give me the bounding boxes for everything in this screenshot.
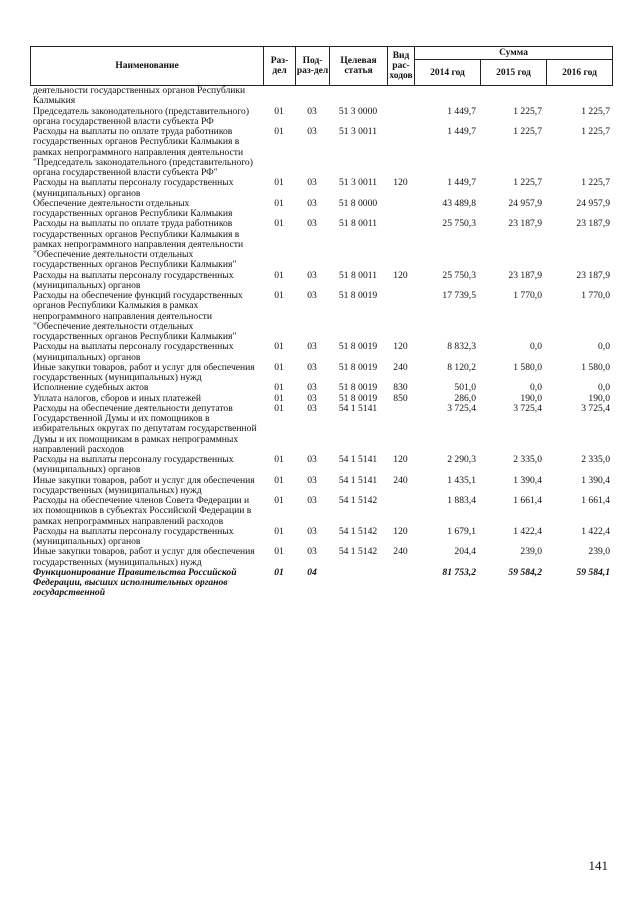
row-name: Иные закупки товаров, работ и услуг для обеспечения государственных (муниципальных) нужд [33,474,255,496]
row-target: 54 1 5141 [338,474,378,486]
row-target: 54 1 5141 [338,454,378,465]
row-vid [387,86,414,107]
row-name: Расходы на выплаты персоналу государственных (муниципальных) органов [33,341,234,363]
row-name: Функционирование Правительства Российской Федерации, высших исполнительных органов государственной [33,566,237,599]
header-2014: 2014 год [415,60,481,86]
row-podrazdel [295,86,329,107]
row-sum-2016: 239,0 [588,546,610,558]
row-vid: 240 [393,361,408,373]
row-name: Расходы на обеспечение деятельности депутатов Государственной Думы и их помощников в избирательных округах по депутатам государственной Думы и их помощникам в рамках непрограммных направлений расходов [33,402,257,455]
row-sum-2014: 3 725,4 [447,402,476,414]
table-row [30,291,612,342]
row-razdel: 01 [274,218,284,230]
row-sum-2015: 1 422,4 [513,525,542,537]
row-sum-2014: 1 449,7 [447,105,476,117]
row-sum-2014: 81 753,2 [442,566,476,578]
row-vid [387,127,414,178]
row-sum-2016: 1 225,7 [581,126,610,137]
row-name: Расходы на выплаты персоналу государственных (муниципальных) органов [33,454,234,476]
row-name: Расходы на выплаты персоналу государственных (муниципальных) органов [33,525,234,547]
row-name: Обеспечение деятельности отдельных государственных органов Республики Калмыкия [33,197,233,219]
row-podrazdel: 03 [307,290,317,301]
row-vid: 240 [393,546,408,558]
row-razdel: 01 [274,177,284,189]
row-target: 51 8 0019 [338,382,378,394]
row-podrazdel: 03 [307,525,317,537]
row-razdel: 01 [274,566,284,578]
header-podrazdel: Под-раз-дел [296,47,330,86]
row-sum-2015: 23 187,9 [508,269,542,281]
row-name: Расходы на обеспечение членов Совета Федерации и их помощников в субъектах Российской Федерации в рамках непрограммных направлений расходов [33,495,252,527]
row-podrazdel: 03 [307,269,317,281]
row-podrazdel: 03 [307,105,317,117]
row-sum-2016: 1 225,7 [581,105,610,117]
row-target: 51 8 0019 [338,392,378,404]
row-podrazdel: 03 [307,382,317,394]
row-sum-2014: 1 449,7 [447,126,476,137]
row-razdel: 01 [274,126,284,137]
row-sum-2016: 1 422,4 [581,525,610,537]
row-vid [387,404,414,455]
row-sum-2014: 43 489,8 [442,197,476,209]
table-row [30,496,612,527]
row-sum-2015: 23 187,9 [508,218,542,230]
table-row [30,178,612,199]
row-target [329,568,387,599]
row-name: Расходы на выплаты персоналу государственных (муниципальных) органов [33,269,234,291]
row-vid [387,496,414,527]
row-sum-2016 [546,86,612,107]
table-row [30,271,612,292]
row-podrazdel: 03 [307,546,317,558]
row-sum-2015: 190,0 [520,392,542,404]
row-razdel: 01 [274,197,284,209]
table-row [30,127,612,178]
row-vid: 240 [393,474,408,486]
row-razdel: 01 [274,361,284,373]
row-name: Иные закупки товаров, работ и услуг для обеспечения государственных (муниципальных) нужд [33,546,255,568]
row-podrazdel: 03 [307,126,317,137]
row-sum-2015: 0,0 [530,382,542,394]
row-podrazdel: 03 [307,402,317,414]
row-podrazdel: 03 [307,341,317,353]
row-vid [387,219,414,270]
row-sum-2014: 8 120,2 [447,361,476,373]
table-header [30,46,613,86]
row-sum-2016: 24 957,9 [576,197,610,209]
row-podrazdel: 03 [307,495,317,506]
row-razdel: 01 [274,105,284,117]
row-sum-2014: 1 883,4 [447,495,476,506]
table-row [30,455,612,476]
row-target [329,86,387,107]
row-vid [387,107,414,128]
row-vid: 120 [393,341,408,353]
row-target: 51 8 0019 [338,341,378,353]
header-2015: 2015 год [481,60,547,86]
row-sum-2015: 1 225,7 [513,177,542,189]
row-sum-2015: 1 661,4 [513,495,542,506]
row-sum-2016: 2 335,0 [581,454,610,465]
row-sum-2016: 3 725,4 [581,402,610,414]
row-razdel: 01 [274,454,284,465]
row-sum-2015: 1 225,7 [513,126,542,137]
row-razdel: 01 [274,269,284,281]
row-podrazdel: 04 [307,566,317,578]
table-row [30,342,612,363]
table-body [30,86,612,599]
row-target: 54 1 5142 [338,495,378,506]
row-sum-2015: 24 957,9 [508,197,542,209]
row-sum-2014: 204,4 [454,546,476,558]
row-target: 51 8 0019 [338,290,378,301]
row-sum-2016: 1 770,0 [581,290,610,301]
row-sum-2014: 1 679,1 [447,525,476,537]
row-name: Расходы на обеспечение функций государственных органов Республики Калмыкия в рамках непрограммного направления деятельности "Обеспечение деятельности отдельных государственных органов Республики Калмыкия" [33,290,243,342]
row-razdel: 01 [274,290,284,301]
page-number: 141 [588,858,608,873]
row-name: деятельности государственных органов Республики Калмыкия [33,85,246,107]
row-vid: 850 [393,392,408,404]
row-sum-2016: 1 661,4 [581,495,610,506]
row-podrazdel: 03 [307,392,317,404]
row-sum-2016: 23 187,9 [576,218,610,230]
row-podrazdel: 03 [307,454,317,465]
row-name: Иные закупки товаров, работ и услуг для обеспечения государственных (муниципальных) нужд [33,361,255,383]
row-target: 54 1 5141 [338,402,378,414]
row-sum-2014: 25 750,3 [442,269,476,281]
row-sum-2016: 1 390,4 [581,474,610,486]
row-sum-2016: 190,0 [588,392,610,404]
row-sum-2015: 1 770,0 [513,290,542,301]
row-sum-2016: 23 187,9 [576,269,610,281]
row-razdel: 01 [274,546,284,558]
row-razdel: 01 [274,392,284,404]
row-name: Уплата налогов, сборов и иных платежей [33,392,202,404]
row-target: 51 8 0011 [338,218,378,230]
row-sum-2014: 8 832,3 [447,341,476,353]
row-name: Расходы на выплаты по оплате труда работников государственных органов Республики Калмыкия в рамках непрограммного направления деятельности "Председатель законодательного (представительного) органа государственной власти субъекта РФ" [33,126,253,178]
row-razdel [263,86,295,107]
row-target: 51 8 0019 [338,361,378,373]
row-name: Расходы на выплаты по оплате труда работников государственных органов Республики Калмыкия в рамках непрограммного направления деятельности "Обеспечение деятельности отдельных государственных органов Республики Калмыкия" [33,218,244,271]
table-row [30,527,612,548]
row-vid: 120 [393,454,408,465]
row-name: Председатель законодательного (представительного) органа государственной власти субъекта РФ [33,105,250,127]
row-name: Расходы на выплаты персоналу государственных (муниципальных) органов [33,177,234,199]
row-target: 51 3 0011 [338,126,378,137]
row-podrazdel: 03 [307,197,317,209]
row-name: Исполнение судебных актов [33,382,149,394]
row-sum-2014 [414,86,480,107]
row-podrazdel: 03 [307,474,317,486]
row-podrazdel: 03 [307,361,317,373]
table-row [30,383,612,393]
row-target: 51 8 0000 [338,197,378,209]
row-sum-2015: 0,0 [530,341,542,353]
table-row [30,476,612,497]
row-vid [387,291,414,342]
row-razdel: 01 [274,402,284,414]
table-row [30,568,612,599]
row-sum-2015: 3 725,4 [513,402,542,414]
row-sum-2016: 59 584,1 [576,566,610,578]
row-sum-2014: 2 290,3 [447,454,476,465]
row-vid [387,199,414,220]
header-razdel: Раз-дел [264,47,296,86]
header-sum: Сумма [415,47,613,60]
row-razdel: 01 [274,495,284,506]
row-sum-2016: 0,0 [598,382,610,394]
row-sum-2014: 501,0 [454,382,476,394]
header-vid: Вид рас-ходов [388,47,415,86]
row-sum-2014: 25 750,3 [442,218,476,230]
row-razdel: 01 [274,341,284,353]
row-vid: 830 [393,382,408,394]
header-target: Целевая статья [330,47,388,86]
row-sum-2015: 2 335,0 [513,454,542,465]
row-target: 54 1 5142 [338,525,378,537]
row-vid: 120 [393,177,408,189]
row-razdel: 01 [274,525,284,537]
table-row [30,547,612,568]
header-2016: 2016 год [547,60,613,86]
table-row [30,107,612,128]
row-sum-2016: 0,0 [598,341,610,353]
table-row [30,363,612,384]
row-vid [387,568,414,599]
row-target: 51 3 0000 [338,105,378,117]
row-target: 51 3 0011 [338,177,378,189]
row-sum-2015: 239,0 [520,546,542,558]
row-podrazdel: 03 [307,218,317,230]
row-vid: 120 [393,525,408,537]
row-target: 54 1 5142 [338,546,378,558]
row-podrazdel: 03 [307,177,317,189]
row-vid: 120 [393,269,408,281]
header-name: Наименование [31,47,264,86]
row-sum-2015: 1 225,7 [513,105,542,117]
row-sum-2016: 1 580,0 [581,361,610,373]
row-sum-2016: 1 225,7 [581,177,610,189]
row-target: 51 8 0011 [338,269,378,281]
table-row [30,219,612,270]
row-sum-2015 [480,86,546,107]
row-sum-2014: 1 449,7 [447,177,476,189]
row-sum-2014: 286,0 [454,392,476,404]
row-sum-2014: 17 739,5 [442,290,476,301]
table-row [30,404,612,455]
row-razdel: 01 [274,474,284,486]
row-sum-2015: 1 390,4 [513,474,542,486]
row-razdel: 01 [274,382,284,394]
table-row [30,86,612,107]
row-sum-2014: 1 435,1 [447,474,476,486]
row-sum-2015: 1 580,0 [513,361,542,373]
table-row [30,199,612,220]
row-sum-2015: 59 584,2 [508,566,542,578]
